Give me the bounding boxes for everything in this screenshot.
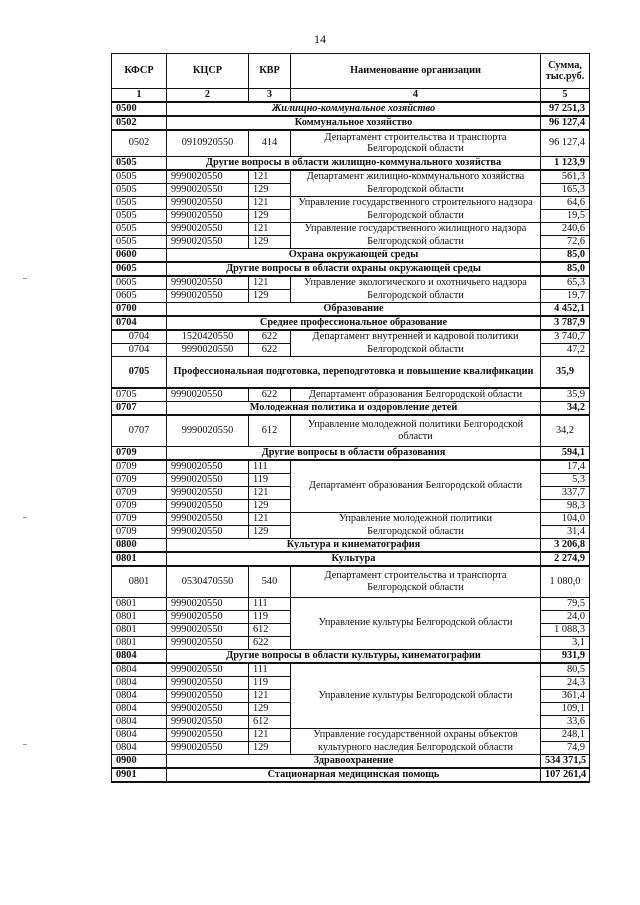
cell-kcsr: 9990020550: [167, 689, 249, 702]
cell-sum: 47,2: [541, 343, 590, 356]
header-name: Наименование организации: [291, 54, 541, 89]
cell-org: Белгородской области: [291, 235, 541, 248]
cell-org: Управление молодежной политики Белгородской области: [291, 415, 541, 447]
budget-table: [111, 53, 590, 783]
cell-kvr: 121: [249, 222, 291, 235]
cell-org: Управление культуры Белгородской области: [291, 597, 541, 649]
cell-kvr: 612: [249, 415, 291, 447]
section-code: 0901: [112, 768, 167, 782]
cell-kcsr: 0910920550: [167, 130, 249, 157]
section-sum: 3 206,8: [541, 538, 590, 552]
cell-kvr: 111: [249, 460, 291, 474]
cell-kvr: 622: [249, 330, 291, 344]
cell-kvr: 612: [249, 623, 291, 636]
section-code: 0900: [112, 754, 167, 768]
table-row: [112, 512, 590, 525]
cell-kcsr: 9990020550: [167, 597, 249, 610]
section-code: 0605: [112, 262, 167, 276]
section-sum: 1 123,9: [541, 156, 590, 170]
cell-kcsr: 9990020550: [167, 222, 249, 235]
cell-kfsr: 0709: [112, 499, 167, 512]
cell-sum: 1 088,3: [541, 623, 590, 636]
table-row: [112, 170, 590, 184]
cell-kvr: 121: [249, 196, 291, 209]
table-row: [112, 196, 590, 209]
cell-kfsr: 0505: [112, 222, 167, 235]
cell-sum: 3,1: [541, 636, 590, 649]
cell-kcsr: 9990020550: [167, 276, 249, 290]
cell-kfsr: 0505: [112, 196, 167, 209]
cell-org: Белгородской области: [291, 289, 541, 302]
cell-kfsr: 0804: [112, 663, 167, 677]
cell-org: Департамент внутренней и кадровой политики: [291, 330, 541, 344]
cell-kcsr: 9990020550: [167, 289, 249, 302]
table-row: [112, 276, 590, 290]
cell-org: Управление государственной охраны объектов: [291, 728, 541, 741]
section-code: 0704: [112, 316, 167, 330]
cell-sum: 24,3: [541, 676, 590, 689]
cell-kcsr: 0530470550: [167, 566, 249, 598]
cell-kfsr: 0505: [112, 183, 167, 196]
cell-kfsr: 0505: [112, 209, 167, 222]
cell-kvr: 119: [249, 676, 291, 689]
cell-kfsr: 0709: [112, 525, 167, 538]
cell-kvr: 129: [249, 499, 291, 512]
section-sum: 85,0: [541, 262, 590, 276]
cell-kfsr: 0804: [112, 702, 167, 715]
section-code: 0800: [112, 538, 167, 552]
cell-sum: 98,3: [541, 499, 590, 512]
cell-kcsr: 9990020550: [167, 183, 249, 196]
cell-kvr: 119: [249, 610, 291, 623]
section-name: Культура и кинематография: [167, 538, 541, 552]
cell-sum: 361,4: [541, 689, 590, 702]
margin-mark: [23, 517, 27, 518]
table-row: [112, 330, 590, 344]
cell-sum: 33,6: [541, 715, 590, 728]
section-row: [112, 116, 590, 130]
table-row: [112, 525, 590, 538]
cell-kcsr: 1520420550: [167, 330, 249, 344]
cell-kfsr: 0505: [112, 235, 167, 248]
column-numbers: [112, 89, 590, 102]
colnum: 2: [167, 89, 249, 102]
cell-sum: 79,5: [541, 597, 590, 610]
cell-org: Департамент строительства и транспорта Белгородской области: [291, 566, 541, 598]
colnum: 3: [249, 89, 291, 102]
cell-kcsr: 9990020550: [167, 388, 249, 402]
cell-org: Белгородской области: [291, 183, 541, 196]
cell-org: Управление государственного строительного надзора: [291, 196, 541, 209]
cell-kcsr: 9990020550: [167, 235, 249, 248]
section-name: Другие вопросы в области жилищно-коммунального хозяйства: [167, 156, 541, 170]
cell-kfsr: 0709: [112, 512, 167, 525]
cell-sum: 74,9: [541, 741, 590, 754]
table-header: [112, 54, 590, 89]
section-row: [112, 262, 590, 276]
cell-kfsr: 0804: [112, 676, 167, 689]
table-row: [112, 741, 590, 754]
section-name: Стационарная медицинская помощь: [167, 768, 541, 782]
cell-sum: 35,9: [541, 388, 590, 402]
cell-kvr: 121: [249, 512, 291, 525]
cell-org: Белгородской области: [291, 209, 541, 222]
cell-sum: 165,3: [541, 183, 590, 196]
section-sum: 4 452,1: [541, 302, 590, 316]
section-code: 0709: [112, 446, 167, 460]
cell-kcsr: 9990020550: [167, 636, 249, 649]
section-code: 0505: [112, 156, 167, 170]
cell-sum: 34,2: [541, 415, 590, 447]
cell-kvr: 414: [249, 130, 291, 157]
table-row: [112, 415, 590, 447]
cell-org: Управление государственного жилищного надзора: [291, 222, 541, 235]
cell-kcsr: 9990020550: [167, 715, 249, 728]
cell-sum: 31,4: [541, 525, 590, 538]
cell-kcsr: 9990020550: [167, 676, 249, 689]
cell-kcsr: 9990020550: [167, 460, 249, 474]
section-code: 0707: [112, 401, 167, 415]
cell-sum: 3 740,7: [541, 330, 590, 344]
table-row: [112, 388, 590, 402]
header-sum: Сумма, тыс.руб.: [541, 54, 590, 89]
cell-kfsr: 0707: [112, 415, 167, 447]
cell-kvr: 121: [249, 170, 291, 184]
section-name: Охрана окружающей среды: [167, 248, 541, 262]
cell-kvr: 121: [249, 276, 291, 290]
section-name: Профессиональная подготовка, переподготовка и повышение квалификации: [167, 356, 541, 388]
section-name: Другие вопросы в области культуры, кинематографии: [167, 649, 541, 663]
cell-sum: 19,5: [541, 209, 590, 222]
section-row: [112, 302, 590, 316]
section-row: [112, 754, 590, 768]
section-row: [112, 552, 590, 566]
colnum: 1: [112, 89, 167, 102]
cell-sum: 248,1: [541, 728, 590, 741]
table-row: [112, 130, 590, 157]
colnum: 4: [291, 89, 541, 102]
section-sum: 107 261,4: [541, 768, 590, 782]
cell-sum: 24,0: [541, 610, 590, 623]
cell-sum: 561,3: [541, 170, 590, 184]
section-sum: 85,0: [541, 248, 590, 262]
cell-org: Белгородской области: [291, 343, 541, 356]
cell-kvr: 622: [249, 636, 291, 649]
cell-kvr: 129: [249, 235, 291, 248]
cell-kfsr: 0804: [112, 715, 167, 728]
cell-org: Управление молодежной политики: [291, 512, 541, 525]
cell-kfsr: 0704: [112, 343, 167, 356]
section-name: Другие вопросы в области охраны окружающей среды: [167, 262, 541, 276]
cell-sum: 337,7: [541, 486, 590, 499]
section-code: 0804: [112, 649, 167, 663]
cell-kvr: 129: [249, 741, 291, 754]
cell-kfsr: 0801: [112, 623, 167, 636]
cell-kvr: 129: [249, 289, 291, 302]
table-row: [112, 728, 590, 741]
section-name: Молодежная политика и оздоровление детей: [167, 401, 541, 415]
section-sum: 97 251,3: [541, 102, 590, 116]
cell-sum: 64,6: [541, 196, 590, 209]
section-code: 0700: [112, 302, 167, 316]
cell-kfsr: 0502: [112, 130, 167, 157]
cell-kcsr: 9990020550: [167, 343, 249, 356]
cell-sum: 104,0: [541, 512, 590, 525]
section-row: [112, 156, 590, 170]
section-code: 0801: [112, 552, 167, 566]
table-row: [112, 597, 590, 610]
section-name: Другие вопросы в области образования: [167, 446, 541, 460]
cell-org: Управление экологического и охотничьего надзора: [291, 276, 541, 290]
cell-sum: 72,6: [541, 235, 590, 248]
section-row: [112, 401, 590, 415]
section-sum: 96 127,4: [541, 116, 590, 130]
section-row: [112, 316, 590, 330]
margin-mark: [23, 744, 27, 745]
cell-kvr: 540: [249, 566, 291, 598]
section-sum: 2 274,9: [541, 552, 590, 566]
section-sum: 931,9: [541, 649, 590, 663]
cell-kfsr: 0605: [112, 289, 167, 302]
section-sum: 35,9: [541, 356, 590, 388]
header-kvr: КВР: [249, 54, 291, 89]
cell-kcsr: 9990020550: [167, 728, 249, 741]
section-row: [112, 248, 590, 262]
cell-kcsr: 9990020550: [167, 663, 249, 677]
cell-kfsr: 0804: [112, 741, 167, 754]
cell-kcsr: 9990020550: [167, 473, 249, 486]
cell-kvr: 129: [249, 183, 291, 196]
cell-kvr: 129: [249, 702, 291, 715]
cell-kfsr: 0801: [112, 636, 167, 649]
section-sum: 34,2: [541, 401, 590, 415]
cell-kfsr: 0801: [112, 597, 167, 610]
cell-kfsr: 0801: [112, 610, 167, 623]
cell-kcsr: 9990020550: [167, 623, 249, 636]
table-row: [112, 343, 590, 356]
cell-kfsr: 0801: [112, 566, 167, 598]
cell-kfsr: 0704: [112, 330, 167, 344]
section-name: Среднее профессиональное образование: [167, 316, 541, 330]
cell-kcsr: 9990020550: [167, 499, 249, 512]
margin-mark: [23, 278, 27, 279]
cell-org: Департамент жилищно-коммунального хозяйства: [291, 170, 541, 184]
section-sum: 594,1: [541, 446, 590, 460]
cell-kvr: 121: [249, 486, 291, 499]
cell-kfsr: 0709: [112, 486, 167, 499]
cell-kcsr: 9990020550: [167, 196, 249, 209]
cell-sum: 65,3: [541, 276, 590, 290]
cell-sum: 240,6: [541, 222, 590, 235]
section-row: [112, 538, 590, 552]
cell-kcsr: 9990020550: [167, 486, 249, 499]
cell-kvr: 121: [249, 728, 291, 741]
section-row: [112, 768, 590, 782]
cell-kvr: 111: [249, 663, 291, 677]
cell-kvr: 119: [249, 473, 291, 486]
cell-kvr: 129: [249, 525, 291, 538]
cell-org: Белгородской области: [291, 525, 541, 538]
cell-kfsr: 0709: [112, 473, 167, 486]
cell-kvr: 612: [249, 715, 291, 728]
table-row: [112, 183, 590, 196]
section-name: Коммунальное хозяйство: [167, 116, 541, 130]
cell-org: Управление культуры Белгородской области: [291, 663, 541, 729]
cell-sum: 5,3: [541, 473, 590, 486]
section-row: [112, 649, 590, 663]
section-code: 0600: [112, 248, 167, 262]
cell-kcsr: 9990020550: [167, 525, 249, 538]
cell-kcsr: 9990020550: [167, 702, 249, 715]
section-sum: 3 787,9: [541, 316, 590, 330]
section-name: Культура: [167, 552, 541, 566]
section-code: 0500: [112, 102, 167, 116]
section-code: 0705: [112, 356, 167, 388]
section-name: Образование: [167, 302, 541, 316]
header-kcsr: КЦСР: [167, 54, 249, 89]
cell-org: Департамент строительства и транспорта Белгородской области: [291, 130, 541, 157]
cell-kvr: 622: [249, 388, 291, 402]
header-kfsr: КФСР: [112, 54, 167, 89]
table-row: [112, 663, 590, 677]
cell-kcsr: 9990020550: [167, 610, 249, 623]
cell-kcsr: 9990020550: [167, 209, 249, 222]
cell-kvr: 111: [249, 597, 291, 610]
cell-kcsr: 9990020550: [167, 741, 249, 754]
cell-sum: 19,7: [541, 289, 590, 302]
cell-org: Департамент образования Белгородской области: [291, 388, 541, 402]
cell-kfsr: 0505: [112, 170, 167, 184]
page-number: 14: [314, 32, 326, 46]
cell-kcsr: 9990020550: [167, 170, 249, 184]
cell-sum: 96 127,4: [541, 130, 590, 157]
cell-kfsr: 0605: [112, 276, 167, 290]
cell-kvr: 622: [249, 343, 291, 356]
section-sum: 534 371,5: [541, 754, 590, 768]
table-row: [112, 222, 590, 235]
section-row: [112, 102, 590, 116]
cell-sum: 80,5: [541, 663, 590, 677]
section-row: [112, 356, 590, 388]
cell-sum: 17,4: [541, 460, 590, 474]
cell-kfsr: 0709: [112, 460, 167, 474]
cell-org: Департамент образования Белгородской области: [291, 460, 541, 513]
cell-kfsr: 0705: [112, 388, 167, 402]
table-row: [112, 235, 590, 248]
section-name: Здравоохранение: [167, 754, 541, 768]
cell-kcsr: 9990020550: [167, 512, 249, 525]
section-row: [112, 446, 590, 460]
cell-kcsr: 9990020550: [167, 415, 249, 447]
cell-kfsr: 0804: [112, 689, 167, 702]
section-name: Жилищно-коммунальное хозяйство: [167, 102, 541, 116]
cell-sum: 109,1: [541, 702, 590, 715]
cell-kvr: 129: [249, 209, 291, 222]
table-row: [112, 209, 590, 222]
table-row: [112, 460, 590, 474]
section-code: 0502: [112, 116, 167, 130]
table-row: [112, 289, 590, 302]
cell-kvr: 121: [249, 689, 291, 702]
table-row: [112, 566, 590, 598]
cell-kfsr: 0804: [112, 728, 167, 741]
cell-sum: 1 080,0: [541, 566, 590, 598]
cell-org: культурного наследия Белгородской области: [291, 741, 541, 754]
colnum: 5: [541, 89, 590, 102]
